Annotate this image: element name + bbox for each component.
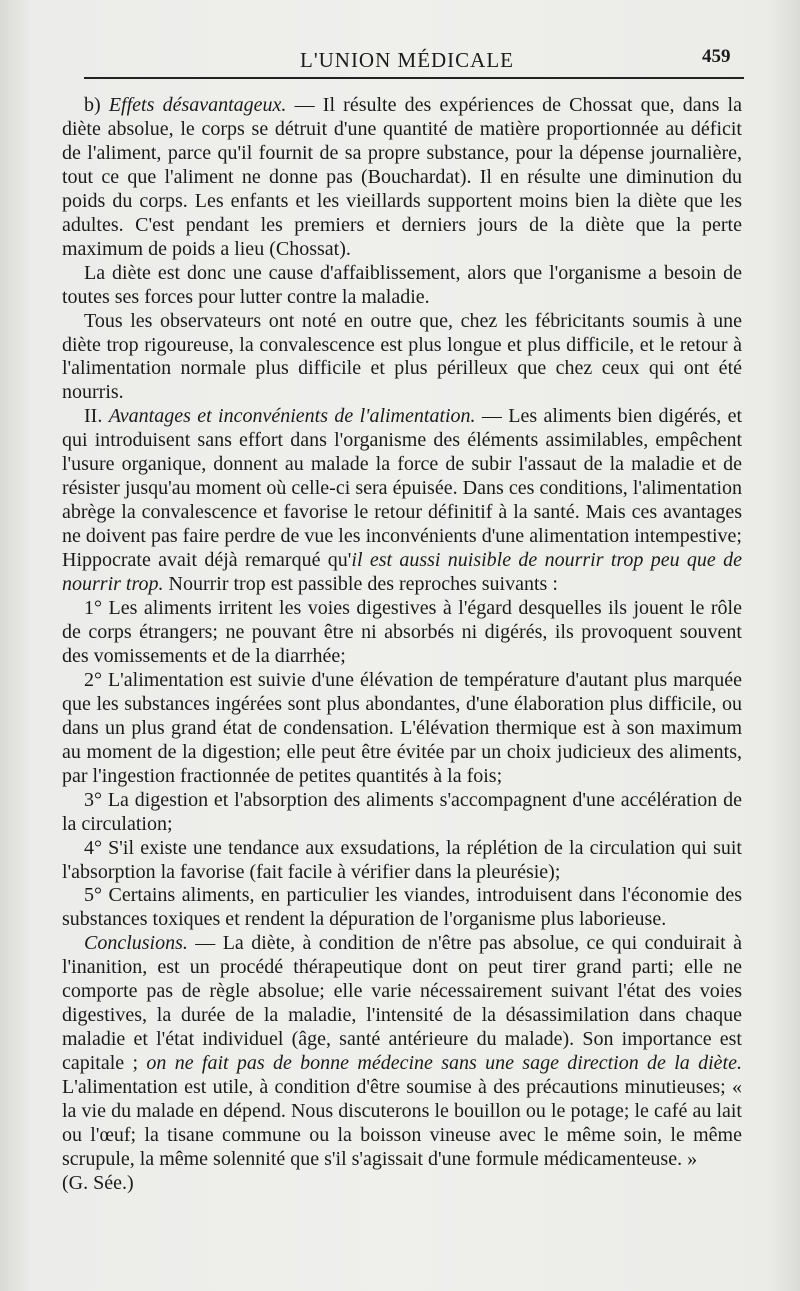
header-rule <box>84 77 744 79</box>
paragraph-text: — Il résulte des expériences de Chossat que, dans la diète absolue, le corps se détruit d'une quantité de matière proportionnée au déficit de l'aliment, parce qu'il fournit de sa propre substance, pour la dépense journalière, tout ce que l'aliment ne donne pas (Bouchardat). Il en résulte une diminution du poids du corps. Les enfants et les vieillards supportent moins bien la diète que les adultes. C'est pendant les premiers et derniers jours de la diète que la perte maximum de poids a lieu (Chossat). <box>62 94 742 260</box>
section-label: b) <box>84 94 109 116</box>
list-item-3: 3° La digestion et l'absorption des aliments s'accompagnent d'une accélération de la circulation; <box>62 788 742 835</box>
section-label: II. <box>84 405 109 428</box>
paragraph-text: — Les aliments bien digérés, et qui introduisent sans effort dans l'organisme des éléments assimilables, empêchent l'usure organique, donnent au malade la force de subir l'assaut de la maladie et de résister jusqu'au moment où celle-ci sera épuisée. Dans ces conditions, l'alimentation abrège la convalescence et favorise le retour définitif à la santé. Mais ces avantages ne doivent pas faire perdre de vue les inconvénients d'une alimentation intempestive; Hippocrate avait déjà remarqué qu' <box>62 405 742 572</box>
list-item-4: 4° S'il existe une tendance aux exsudations, la réplétion de la circulation qui suit l'absorption la favorise (fait facile à vérifier dans la pleurésie); <box>62 836 742 883</box>
section-heading: Conclusions. <box>84 932 188 955</box>
section-heading: Effets désavantageux. <box>108 94 287 116</box>
paragraph-effets-desavantageux <box>62 94 742 262</box>
paragraph-text: L'alimentation est utile, à condition d'être soumise à des précautions minutieuses; « la vie du malade en dépend. Nous discuterons le bouillon ou le potage; le café au lait ou l'œuf; la tisane commune ou la boisson vineuse avec le même soin, le même scrupule, la même solennité que s'il s'agissait d'une formule médicamenteuse. » <box>62 1076 742 1170</box>
page-number: 459 <box>702 46 731 67</box>
emphasis-quote: on ne fait pas de bonne médecine sans une sage direction de la diète. <box>146 1052 742 1075</box>
article-body <box>62 94 742 1196</box>
paragraph-convalescence: Tous les observateurs ont noté en outre que, chez les fébricitants soumis à une diète trop rigoureuse, la convalescence est plus longue et plus difficile, et le retour à l'alimentation normale plus difficile et plus périlleux que chez ceux qui ont été nourris. <box>62 309 742 404</box>
list-item-2: 2° L'alimentation est suivie d'une élévation de température d'autant plus marquée que les substances ingérées sont plus abondantes, d'une élaboration plus difficile, ou dans un plus grand état de condensation. L'élévation thermique est à son maximum au moment de la digestion; elle peut être évitée par un choix judicieux des aliments, par l'ingestion fractionnée de petites quantités à la fois; <box>62 668 742 787</box>
paragraph-affaiblissement: La diète est donc une cause d'affaiblissement, alors que l'organisme a besoin de toutes ses forces pour lutter contre la maladie. <box>62 261 742 308</box>
running-title: L'UNION MÉDICALE <box>300 48 515 72</box>
list-item-1: 1° Les aliments irritent les voies digestives à l'égard desquelles ils jouent le rôle de corps étrangers; ne pouvant être ni absorbés ni digérés, ils provoquent souvent des vomissements et de la diarrhée; <box>62 597 742 667</box>
section-heading: Avantages et inconvénients de l'alimentation. <box>108 405 476 428</box>
paragraph-text: Nourrir trop est passible des reproches suivants : <box>163 573 558 596</box>
paragraph-text: — La diète, à condition de n'être pas absolue, ce qui conduirait à l'inanition, est un procédé thérapeutique dont on peut tirer grand parti; elle ne comporte pas de règle absolue; elle varie nécessairement suivant l'état des voies digestives, la durée de la maladie, l'intensité de la désassimilation dans chaque maladie et l'état individuel (âge, santé antérieure du malade). Son importance est capitale ; <box>62 932 742 1075</box>
signature: (G. Sée.) <box>62 1171 134 1194</box>
list-item-5: 5° Certains aliments, en particulier les viandes, introduisent dans l'économie des substances toxiques et rendent la dépuration de l'organisme plus laborieuse. <box>62 884 742 931</box>
paragraph-avantages <box>62 405 742 597</box>
hippocrates-quote: il est aussi nuisible de nourrir trop peu que de nourrir trop. <box>62 549 742 596</box>
page-header <box>0 44 800 76</box>
paragraph-conclusions <box>62 932 742 1172</box>
